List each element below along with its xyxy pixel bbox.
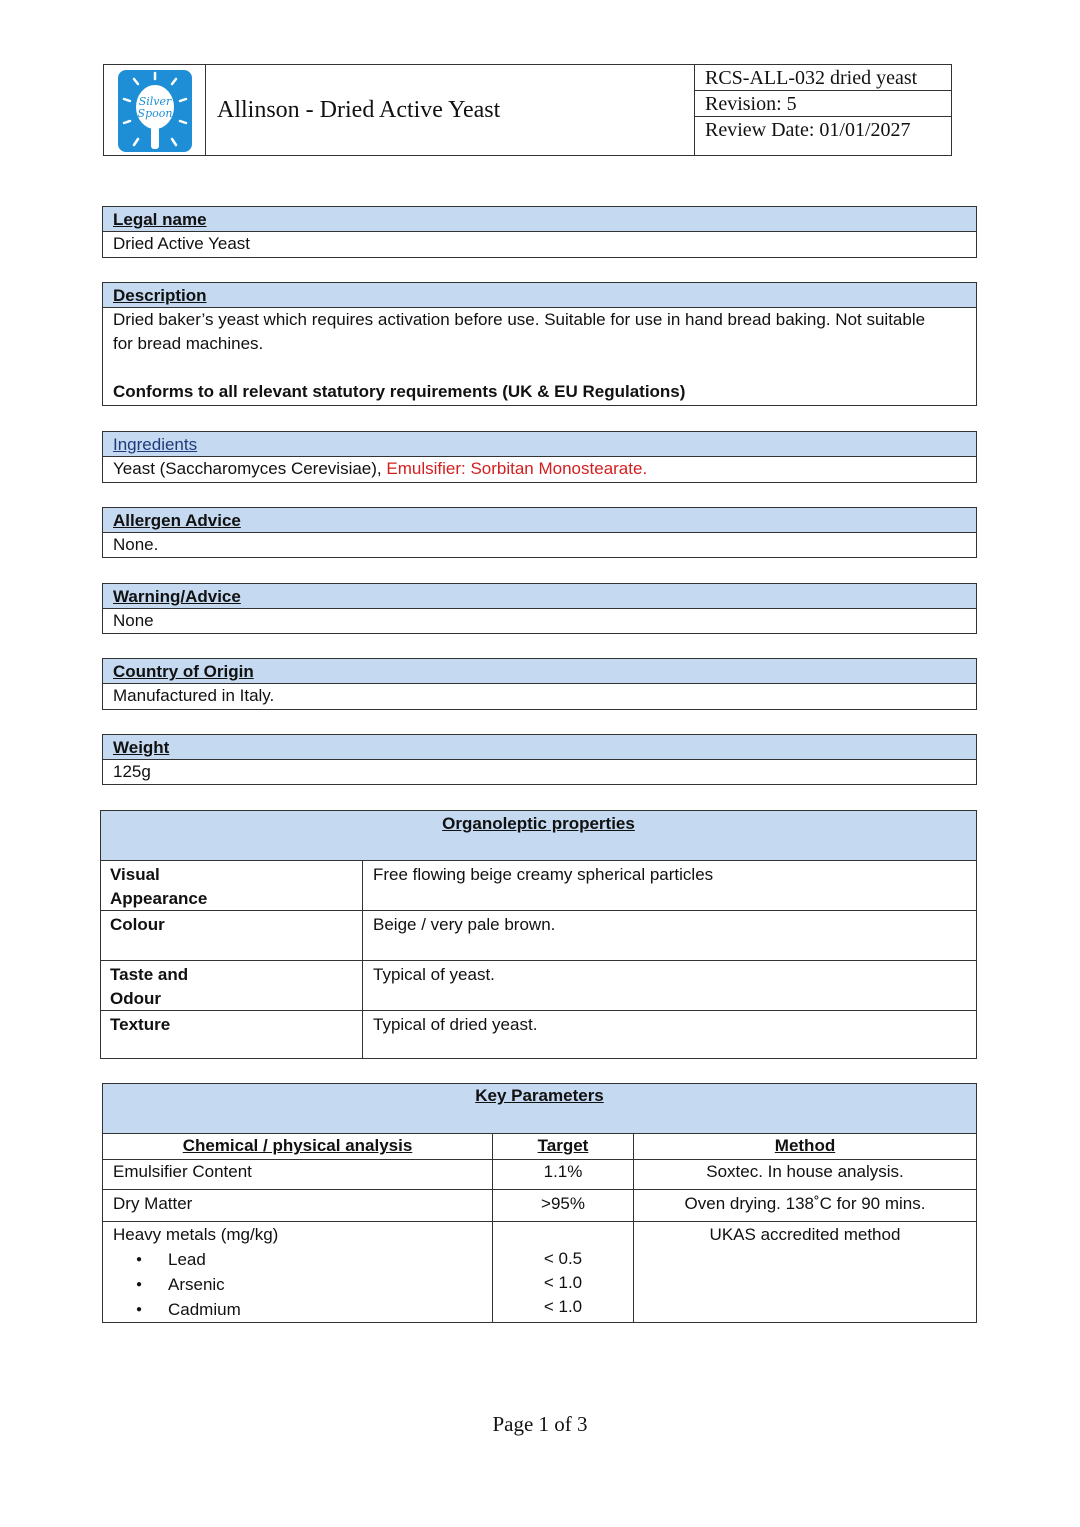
table-row bbox=[101, 1011, 976, 1059]
heavy-metals-label: Heavy metals (mg/kg) bbox=[113, 1225, 279, 1244]
property-name: Taste and Odour bbox=[101, 961, 363, 1010]
heavy-metals-list bbox=[103, 1247, 492, 1322]
analysis-cell bbox=[103, 1222, 493, 1323]
target-cell: < 0.5 < 1.0 < 1.0 bbox=[493, 1222, 634, 1323]
table-row bbox=[101, 961, 976, 1011]
property-name: Texture bbox=[101, 1011, 363, 1059]
property-value: Free flowing beige creamy spherical particles bbox=[373, 865, 714, 884]
target-cell: 1.1% bbox=[493, 1160, 634, 1189]
table-header-row bbox=[103, 1134, 976, 1160]
legal-name-label: Legal name bbox=[103, 207, 976, 232]
column-header-analysis: Chemical / physical analysis bbox=[103, 1134, 493, 1159]
document-header bbox=[103, 64, 977, 156]
table-row bbox=[103, 1160, 976, 1190]
property-value: Typical of yeast. bbox=[373, 965, 495, 984]
column-header-method: Method bbox=[774, 1136, 836, 1155]
property-value: Typical of dried yeast. bbox=[373, 1015, 538, 1034]
ingredients-label: Ingredients bbox=[103, 432, 976, 457]
analysis-cell: Emulsifier Content bbox=[103, 1160, 493, 1189]
list-item: ● Cadmium bbox=[103, 1297, 492, 1322]
weight-section bbox=[102, 734, 977, 785]
table-row bbox=[101, 861, 976, 911]
property-name: Colour bbox=[101, 911, 363, 960]
organoleptic-table bbox=[100, 810, 977, 1059]
conformity-statement: Conforms to all relevant statutory requirements (UK & EU Regulations) bbox=[113, 382, 686, 401]
column-header-target: Target bbox=[493, 1134, 634, 1159]
organoleptic-title: Organoleptic properties bbox=[101, 811, 976, 861]
ingredients-emulsifier: Emulsifier: Sorbitan Monostearate. bbox=[386, 459, 648, 478]
weight-label: Weight bbox=[103, 735, 976, 760]
description-text: Dried baker’s yeast which requires activation before use. Suitable for use in hand bread baking. Not suitable for bread machines. bbox=[113, 310, 926, 353]
page-number: Page 1 of 3 bbox=[492, 1412, 588, 1436]
description-section bbox=[102, 282, 977, 406]
silver-spoon-logo bbox=[104, 65, 205, 155]
ingredients-main: Yeast (Saccharomyces Cerevisiae), bbox=[113, 459, 387, 478]
list-item: ● Lead bbox=[103, 1247, 492, 1272]
key-parameters-table bbox=[102, 1083, 977, 1323]
origin-section bbox=[102, 658, 977, 710]
warning-value: None bbox=[113, 611, 154, 630]
legal-name-section bbox=[102, 206, 977, 258]
allergen-section bbox=[102, 507, 977, 558]
document-code: RCS-ALL-032 dried yeast bbox=[695, 65, 951, 91]
property-value: Beige / very pale brown. bbox=[373, 915, 556, 934]
ingredients-value bbox=[103, 457, 976, 481]
table-row bbox=[103, 1190, 976, 1222]
origin-value: Manufactured in Italy. bbox=[113, 686, 275, 705]
ingredients-section bbox=[102, 431, 977, 483]
table-row bbox=[101, 911, 976, 961]
allergen-value: None. bbox=[113, 535, 159, 554]
logo-text-1: Silver bbox=[138, 95, 172, 108]
origin-label: Country of Origin bbox=[103, 659, 976, 684]
target-cell: >95% bbox=[493, 1190, 634, 1221]
analysis-cell: Dry Matter bbox=[103, 1190, 493, 1221]
allergen-label: Allergen Advice bbox=[103, 508, 976, 533]
weight-value: 125g bbox=[113, 762, 151, 781]
warning-label: Warning/Advice bbox=[103, 584, 976, 609]
table-row bbox=[103, 1222, 976, 1323]
document-info bbox=[694, 64, 952, 156]
legal-name-value: Dried Active Yeast bbox=[113, 234, 251, 253]
property-name: Visual Appearance bbox=[101, 861, 363, 910]
description-label: Description bbox=[103, 283, 976, 308]
review-date: Review Date: 01/01/2027 bbox=[705, 119, 911, 141]
warning-section bbox=[102, 583, 977, 634]
list-item: ● Arsenic bbox=[103, 1272, 492, 1297]
logo-cell bbox=[103, 64, 206, 156]
key-parameters-title: Key Parameters bbox=[103, 1084, 976, 1134]
method-cell: UKAS accredited method bbox=[709, 1225, 901, 1244]
logo-text-2: Spoon bbox=[137, 107, 173, 120]
method-cell: Oven drying. 138˚C for 90 mins. bbox=[684, 1194, 926, 1213]
method-cell: Soxtec. In house analysis. bbox=[706, 1162, 904, 1181]
document-title: Allinson - Dried Active Yeast bbox=[205, 64, 695, 156]
document-revision: Revision: 5 bbox=[695, 91, 951, 117]
